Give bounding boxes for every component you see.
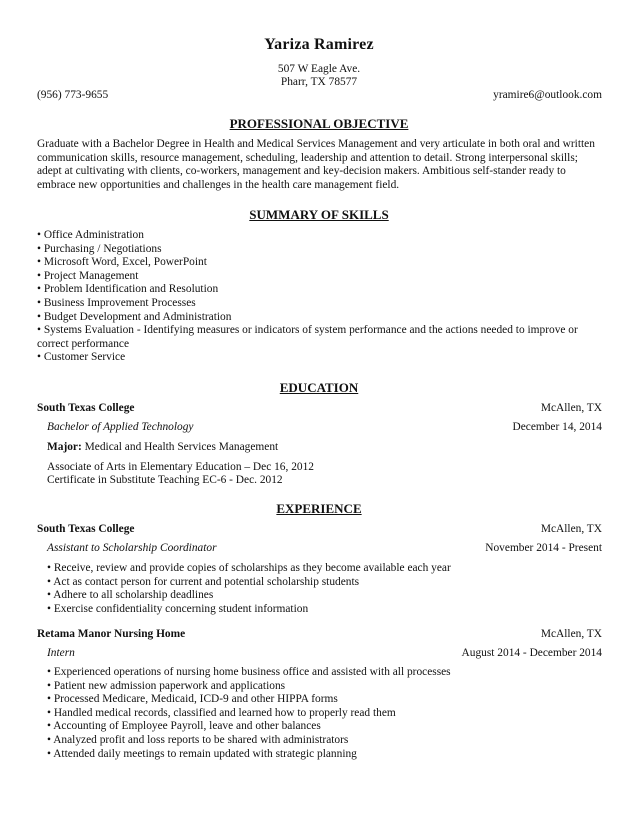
skill-item: • Office Administration — [37, 229, 144, 241]
education-major — [47, 441, 278, 455]
skill-item-continued: correct performance — [37, 337, 130, 350]
education-degree: Bachelor of Applied Technology — [47, 421, 194, 433]
job-title: Assistant to Scholarship Coordinator — [47, 542, 217, 554]
skills-heading: SUMMARY OF SKILLS — [249, 207, 389, 222]
job-dates: August 2014 - December 2014 — [461, 647, 602, 659]
job-employer: Retama Manor Nursing Home — [37, 628, 186, 640]
skill-item: • Purchasing / Negotiations — [37, 242, 162, 255]
skill-item: • Microsoft Word, Excel, PowerPoint — [37, 256, 207, 269]
duty-item: • Analyzed profit and loss reports to be shared with administrators — [47, 733, 349, 746]
phone-number: (956) 773-9655 — [37, 89, 109, 101]
job-location: McAllen, TX — [540, 628, 602, 640]
duty-item: • Exercise confidentiality concerning student information — [47, 602, 309, 615]
candidate-name: Yariza Ramirez — [264, 36, 374, 53]
education-school: South Texas College — [37, 402, 135, 414]
duty-item: • Act as contact person for current and potential scholarship students — [47, 575, 360, 588]
major-label: Major: — [47, 441, 82, 453]
duty-item: • Attended daily meetings to remain updated with strategic planning — [47, 747, 357, 760]
skill-item: • Project Management — [37, 269, 139, 282]
duty-item: • Processed Medicare, Medicaid, ICD-9 and other HIPPA forms — [47, 693, 338, 706]
skills-list — [37, 229, 578, 365]
job-dates: November 2014 - Present — [485, 542, 602, 554]
duty-item: • Receive, review and provide copies of scholarships as they become available each year — [47, 562, 451, 574]
duty-item: • Accounting of Employee Payroll, leave and other balances — [47, 720, 321, 733]
job-title: Intern — [47, 647, 75, 659]
skill-item: • Business Improvement Processes — [37, 296, 196, 309]
education-location: McAllen, TX — [540, 402, 602, 414]
objective-heading: PROFESSIONAL OBJECTIVE — [229, 116, 409, 131]
job-duties-list — [47, 562, 451, 616]
duty-item: • Patient new admission paperwork and applications — [47, 679, 286, 692]
experience-heading: EXPERIENCE — [276, 501, 362, 516]
education-associate: Associate of Arts in Elementary Education – Dec 16, 2012 — [47, 461, 314, 473]
job-duties-list — [47, 666, 451, 761]
email-address: yramire6@outlook.com — [493, 89, 602, 101]
duty-item: • Experienced operations of nursing home business office and assisted with all processes — [47, 666, 451, 678]
address-line-2: Pharr, TX 78577 — [280, 76, 358, 88]
job-employer: South Texas College — [37, 523, 135, 535]
duty-item: • Handled medical records, classified and learned how to properly read them — [47, 706, 396, 719]
education-heading: EDUCATION — [279, 380, 359, 395]
objective-text: Graduate with a Bachelor Degree in Health and Medical Services Management and very articulate in both oral and written communication skills, resource management, scheduling, leadership and attention to detail. Strong interpersonal skills; adept at cultivating with clients, co-workers, management and key-decision makers. Ambitious self-stander ready to embrace new opportunities and challenges in the health care management field. — [37, 138, 595, 191]
skill-item: • Customer Service — [37, 351, 126, 364]
address-line-1: 507 W Eagle Ave. — [277, 63, 361, 75]
education-certificate: Certificate in Substitute Teaching EC-6 - Dec. 2012 — [47, 474, 283, 486]
education-date: December 14, 2014 — [512, 421, 602, 433]
duty-item: • Adhere to all scholarship deadlines — [47, 589, 214, 602]
job-location: McAllen, TX — [540, 523, 602, 535]
skill-item: • Budget Development and Administration — [37, 310, 232, 323]
major-value: Medical and Health Services Management — [81, 441, 279, 453]
skill-item: • Systems Evaluation - Identifying measures or indicators of system performance and the actions needed to improve or — [37, 324, 578, 337]
skill-item: • Problem Identification and Resolution — [37, 283, 219, 296]
